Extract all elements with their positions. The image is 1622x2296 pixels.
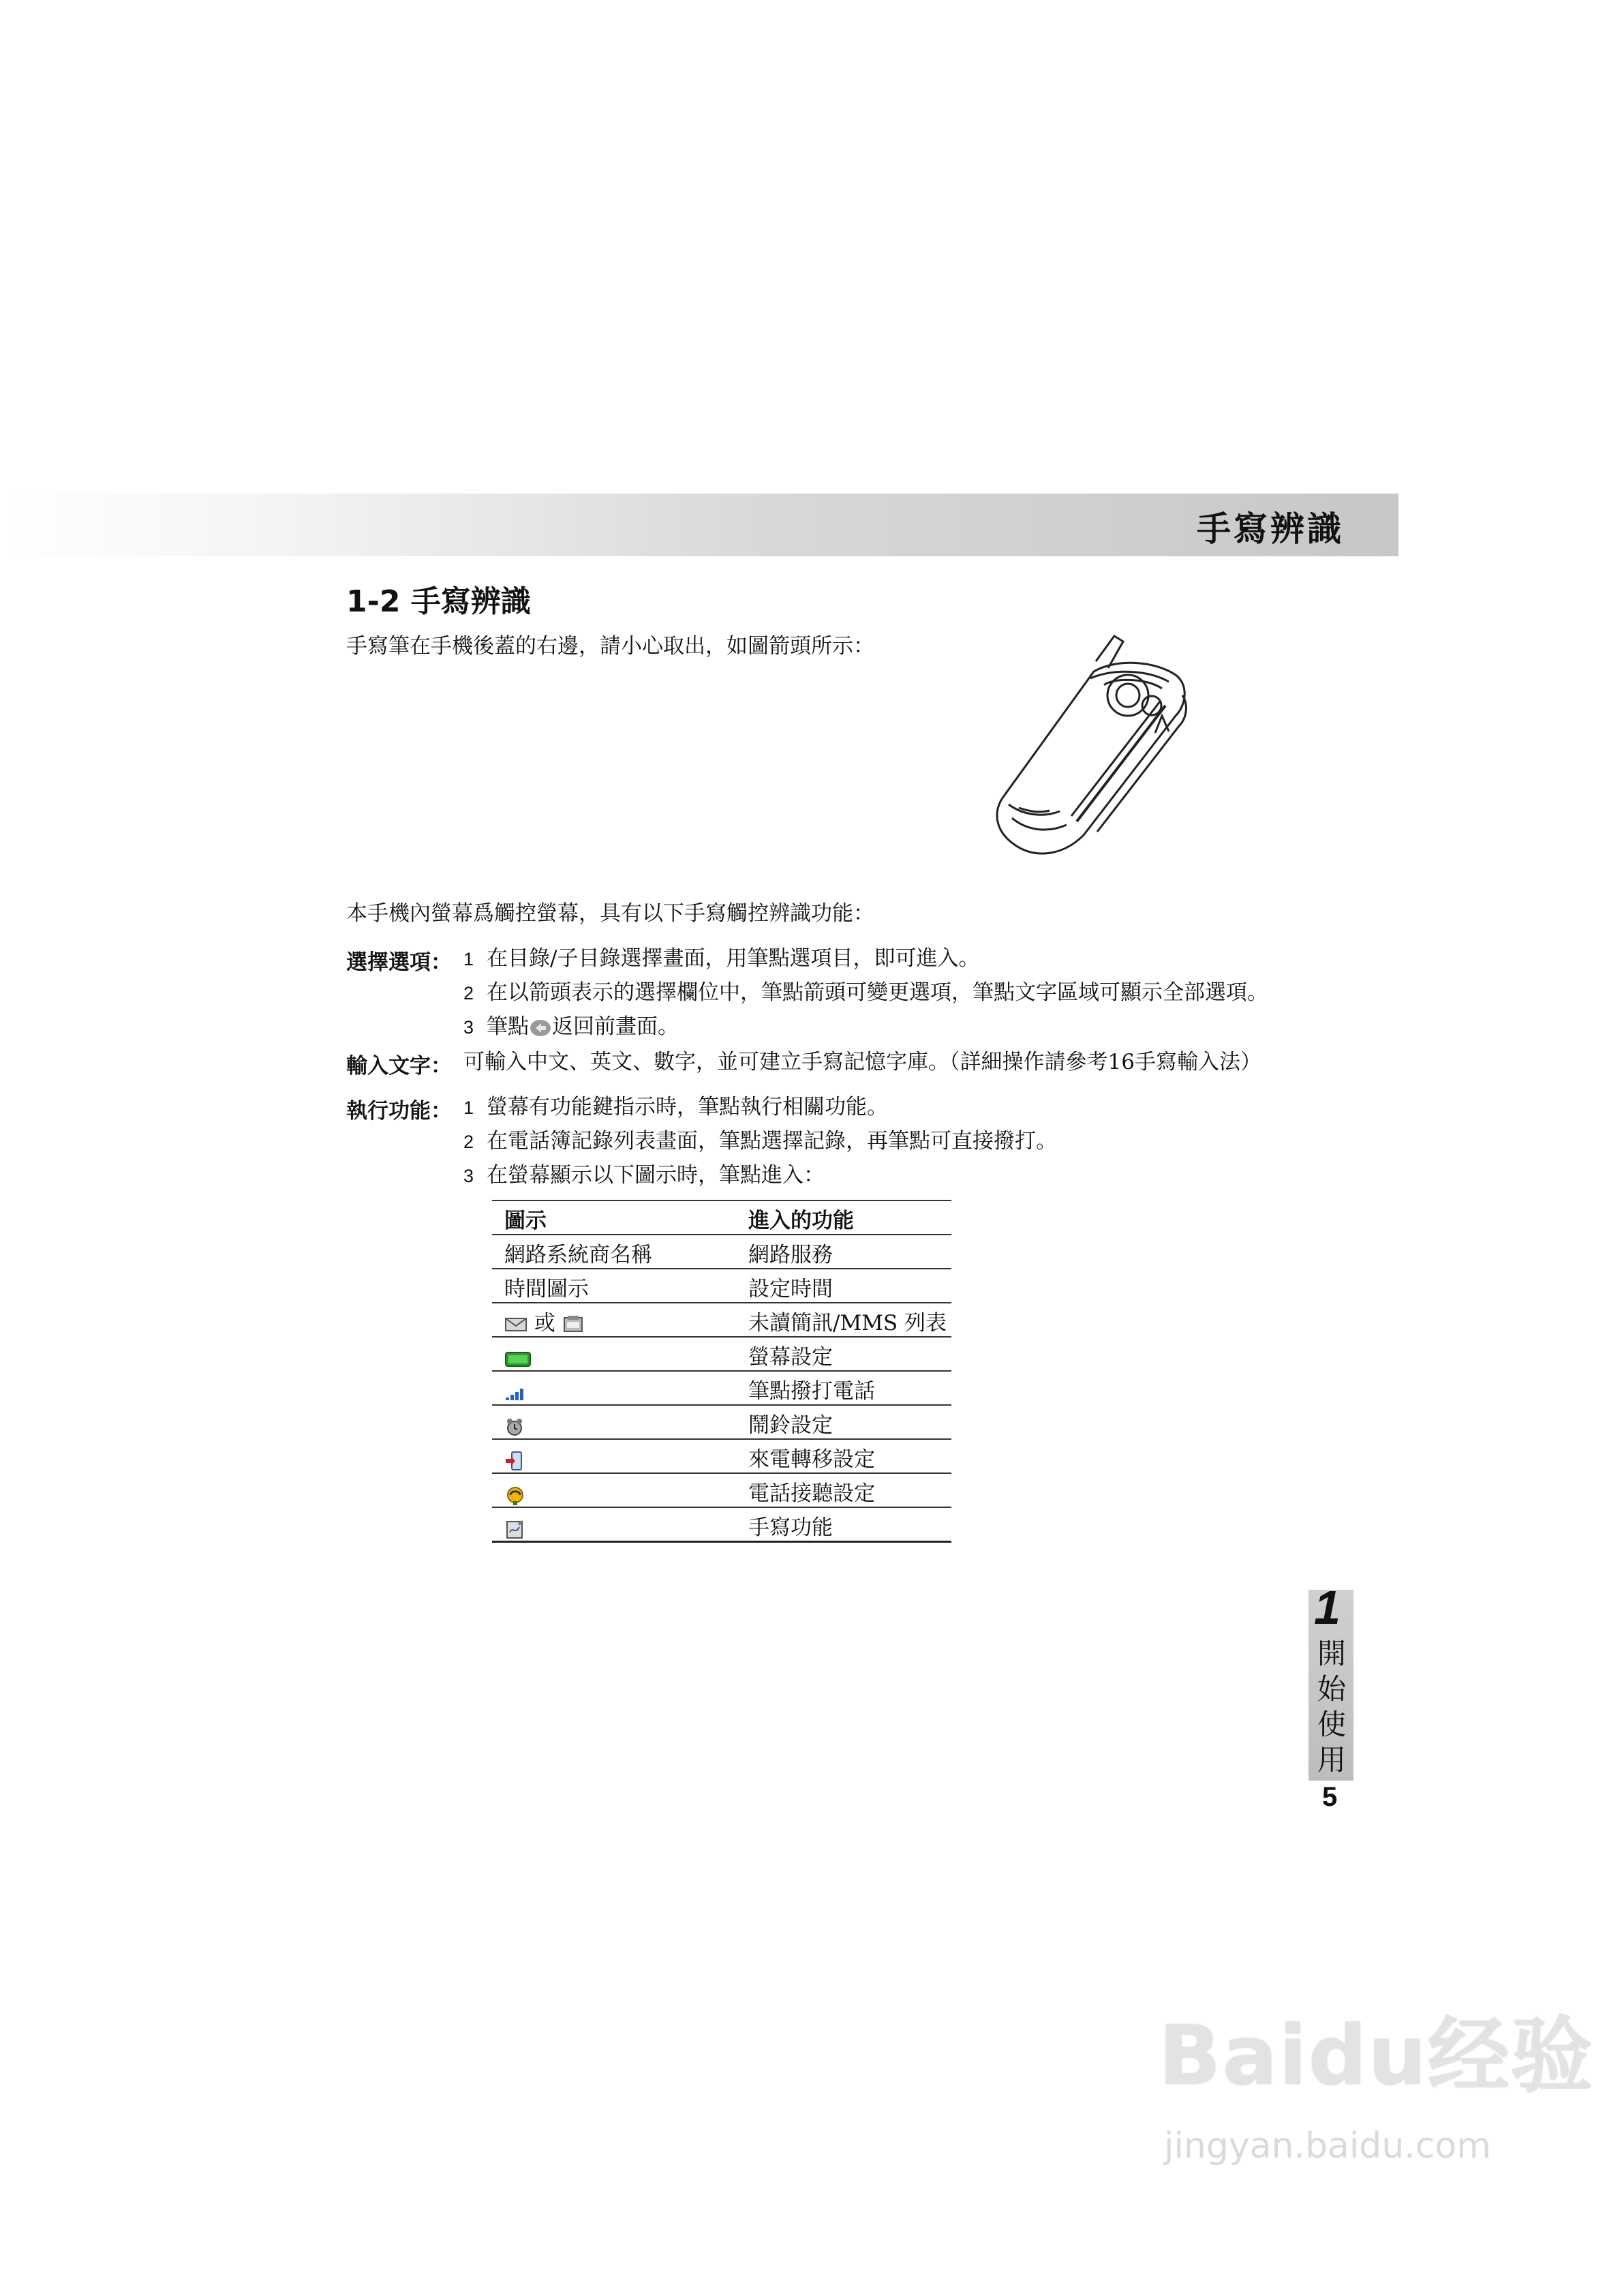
table-row [492, 1303, 951, 1337]
table-row [492, 1235, 951, 1269]
execute-functions-label: 執行功能： [346, 1099, 452, 1123]
header-title: 手寫辨識 [1197, 509, 1344, 549]
input-text-label: 輸入文字： [346, 1054, 452, 1078]
mms-icon [562, 1315, 584, 1334]
table-row [492, 1371, 951, 1405]
table-cell-function: 螢幕設定 [736, 1337, 951, 1371]
item-text: 筆點 [487, 1014, 529, 1039]
intro-paragraph: 手寫筆在手機後蓋的右邊，請小心取出，如圖箭頭所示： [346, 634, 874, 659]
features-intro: 本手機內螢幕爲觸控螢幕，具有以下手寫觸控辨識功能： [346, 901, 874, 926]
call-forward-icon [504, 1449, 525, 1472]
table-row [492, 1405, 951, 1439]
table-cell-function: 手寫功能 [736, 1507, 951, 1542]
table-cell-function: 網路服務 [736, 1235, 951, 1269]
select-option-3 [463, 1013, 679, 1041]
watermark-url: jingyan.baidu.com [1164, 2126, 1491, 2166]
table-cell-function: 鬧鈴設定 [736, 1405, 951, 1439]
or-text: 或 [534, 1311, 555, 1335]
table-cell-function: 筆點撥打電話 [736, 1371, 951, 1405]
back-arrow-icon [529, 1018, 552, 1038]
table-cell-function: 設定時間 [736, 1269, 951, 1303]
table-cell-function: 來電轉移設定 [736, 1439, 951, 1473]
table-cell-icon [492, 1405, 736, 1439]
table-cell-icon [492, 1439, 736, 1473]
select-options-label: 選擇選項： [346, 950, 452, 975]
execute-item-2 [463, 1128, 1057, 1155]
table-row [492, 1473, 951, 1507]
page-number: 5 [1322, 1782, 1338, 1812]
table-header-row [492, 1200, 951, 1235]
table-row [492, 1269, 951, 1303]
table-header-icon: 圖示 [492, 1200, 736, 1235]
item-text: 在電話簿記錄列表畫面，筆點選擇記錄，再筆點可直接撥打。 [487, 1129, 1057, 1153]
signal-icon [504, 1386, 527, 1401]
item-number: 1 [463, 1098, 474, 1118]
table-cell-icon [492, 1337, 736, 1371]
input-text-description: 可輸入中文、英文、數字，並可建立手寫記憶字庫。（詳細操作請參考16手寫輸入法） [463, 1050, 1261, 1074]
execute-item-3 [463, 1162, 825, 1190]
header-band [0, 494, 1398, 556]
table-cell-icon: 時間圖示 [492, 1269, 736, 1303]
item-text: 螢幕有功能鍵指示時，筆點執行相關功能。 [487, 1095, 888, 1119]
table-row [492, 1439, 951, 1473]
item-text: 在螢幕顯示以下圖示時，筆點進入： [487, 1163, 825, 1188]
table-cell-icon [492, 1507, 736, 1542]
icon-function-table [492, 1200, 951, 1543]
table-cell-icon: 網路系統商名稱 [492, 1235, 736, 1269]
table-cell-icon [492, 1303, 736, 1337]
section-title: 1-2 手寫辨識 [346, 584, 531, 619]
item-text: 返回前畫面。 [552, 1014, 679, 1039]
battery-icon [504, 1350, 532, 1368]
item-text: 在目錄/子目錄選擇畫面，用筆點選項目，即可進入。 [487, 946, 980, 971]
handwriting-icon [504, 1519, 525, 1541]
item-number: 2 [463, 983, 474, 1003]
phone-stylus-illustration [981, 631, 1199, 866]
watermark-logo: Baidu经验 [1159, 2009, 1594, 2104]
table-cell-icon [492, 1371, 736, 1405]
table-cell-function: 未讀簡訊/MMS 列表 [736, 1303, 951, 1337]
table-cell-icon [492, 1473, 736, 1507]
table-row [492, 1507, 951, 1542]
item-number: 2 [463, 1132, 474, 1152]
table-header-function: 進入的功能 [736, 1200, 951, 1235]
execute-item-1 [463, 1093, 888, 1121]
select-option-2 [463, 979, 1268, 1007]
chapter-number: 1 [1314, 1581, 1341, 1634]
headset-icon [504, 1485, 526, 1507]
envelope-icon [504, 1316, 527, 1333]
item-number: 3 [463, 1017, 474, 1038]
chapter-name: 開始使用 [1317, 1637, 1346, 1777]
bell-icon [504, 1417, 525, 1438]
item-number: 3 [463, 1166, 474, 1186]
select-option-1 [463, 945, 979, 973]
item-number: 1 [463, 949, 474, 969]
table-cell-function: 電話接聽設定 [736, 1473, 951, 1507]
item-text: 在以箭頭表示的選擇欄位中，筆點箭頭可變更選項，筆點文字區域可顯示全部選項。 [487, 980, 1268, 1005]
table-row [492, 1337, 951, 1371]
